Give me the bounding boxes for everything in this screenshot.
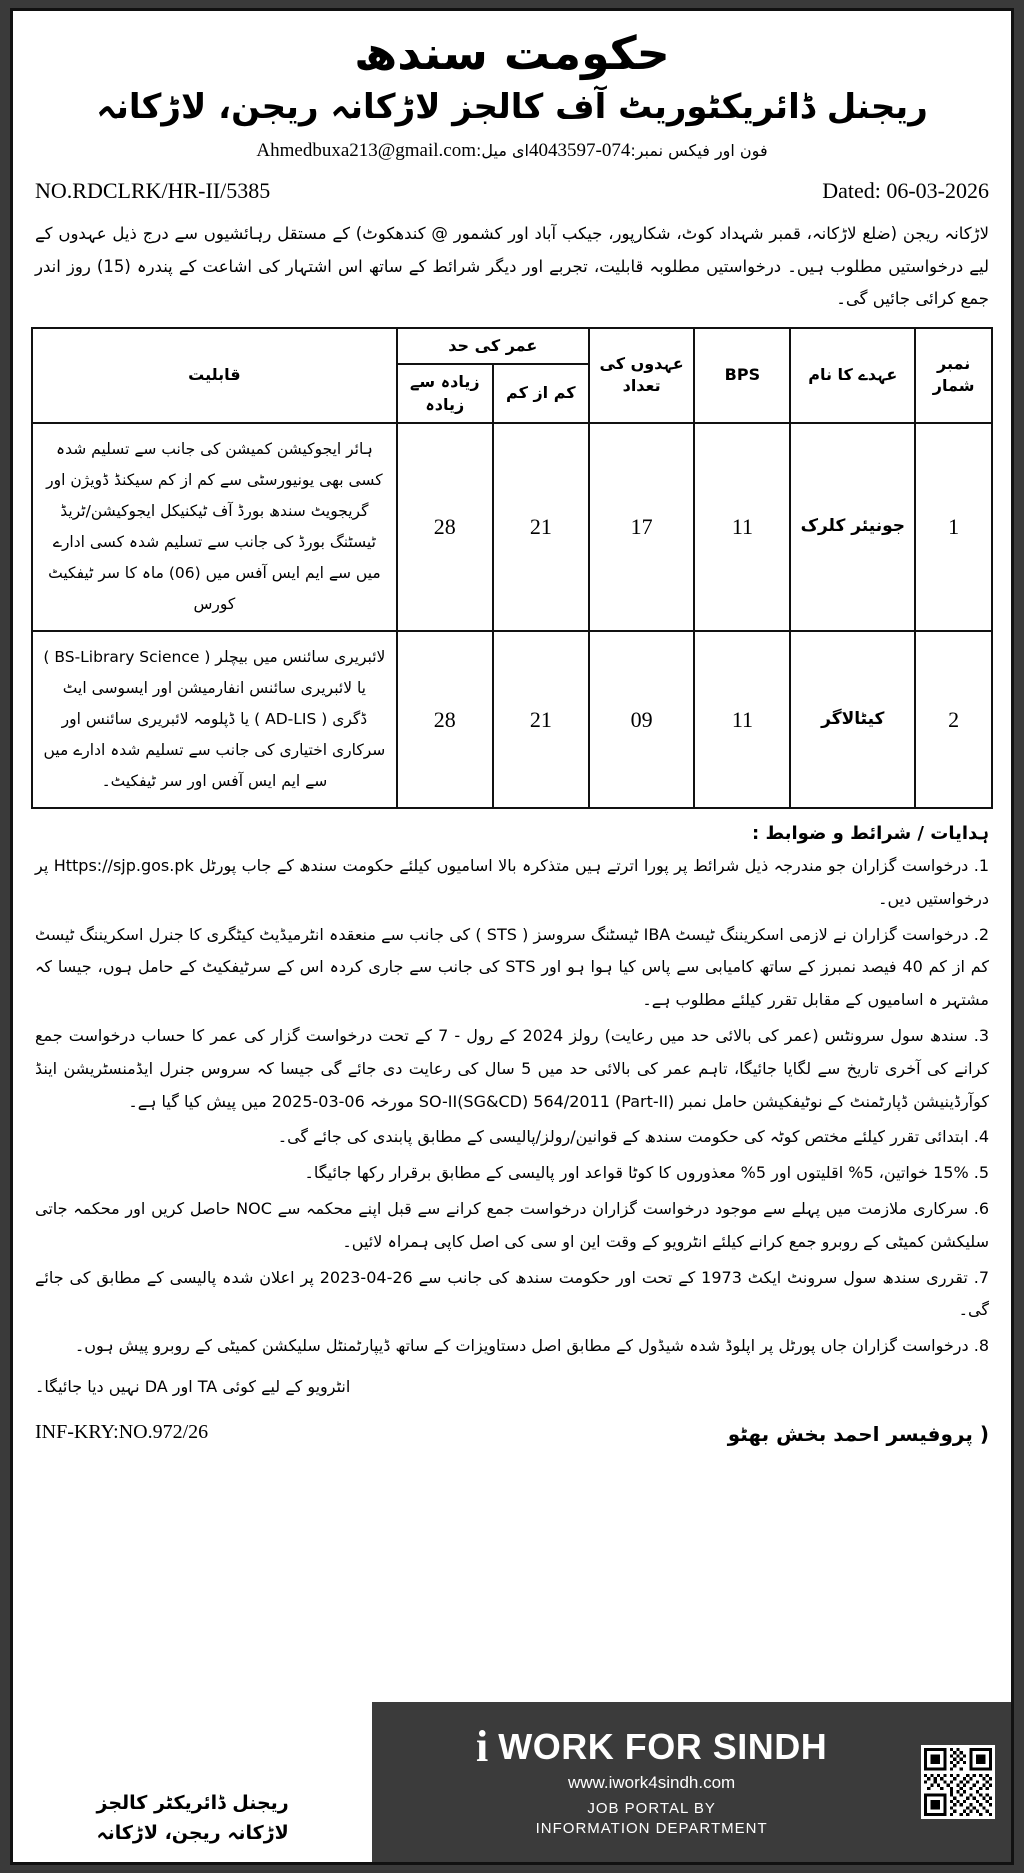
header-age-min: کم از کم — [493, 364, 589, 423]
qr-code-icon[interactable] — [921, 1745, 995, 1819]
footer-subtitle-line-2: INFORMATION DEPARTMENT — [535, 1820, 768, 1837]
conditions-list — [13, 846, 1011, 1372]
reference-number: NO.RDCLRK/HR-II/5385 — [35, 178, 271, 204]
iwork-brand-row — [476, 1721, 828, 1771]
table-row — [32, 423, 992, 631]
condition-item: 1. درخواست گزاران جو مندرجہ ذیل شرائط پر پورا اترتے ہیں متذکرہ بالا اسامیوں کیلئے حکومت سندھ کے جاب پورٹل Https://sjp.gos.pk پر درخواستیں دیں۔ — [35, 856, 989, 908]
email-address: Ahmedbuxa213@gmail.com — [256, 140, 477, 162]
masthead — [13, 11, 1011, 166]
header-posts-count: عہدوں کی تعداد — [589, 328, 695, 423]
condition-item: 2. درخواست گزاران نے لازمی اسکریننگ ٹیسٹ IBA ٹیسٹنگ سروسز ( STS ) کی جانب سے منعقدہ انٹرمیڈیٹ کیٹگری کا جنرل اسکریننگ ٹیسٹ کم از کم 40 فیصد نمبرز کے ساتھ کامیابی سے پاس کیا ہوا ہو اور STS کی جانب سے جاری کردہ اس کے سرٹیفکیٹ کے حامل ہوں، جیسا کہ مشتہر ہ اسامیوں کے مقابل تقرر کیلئے مطلوب ہے۔ — [35, 924, 990, 1010]
cell-post-name: کیٹالاگر — [790, 631, 915, 808]
signatory-name: ( پروفیسر احمد بخش بھٹو — [727, 1422, 989, 1447]
condition-item: 8. درخواست گزاران جاں پورٹل پر اپلوڈ شدہ شیڈول کے مطابق اصل دستاویزات کے ساتھ ڈیپارٹمنٹل سلیکشن کمیٹی کے روبرو پیش ہوں۔ — [74, 1336, 989, 1356]
cell-sr: 1 — [915, 423, 992, 631]
footer-banner — [13, 1702, 1011, 1862]
condition-item: 3. سندھ سول سرونٹس (عمر کی بالائی حد میں رعایت) رولز 2024 کے رول - 7 کے تحت درخواست گزار کی عمر کا حساب درخواست جمع کرانے کی آخری تاریخ سے لگایا جائیگا، تاہم عمر کی بالائی حد میں 5 سال کی رعایت دی جائے گی جیسا کہ سروس جنرل ایڈمنسٹریشن اینڈ کوآرڈینیشن ڈپارٹمنٹ کے نوٹیفکیشن حامل نمبر SO-II(SG&CD) 564/2011 (Part-II) مورخہ 06-03-2025 میں پیش کیا گیا ہے۔ — [35, 1026, 990, 1111]
header-qualification: قابلیت — [32, 328, 397, 423]
cell-qualification: ہائر ایجوکیشن کمیشن کی جانب سے تسلیم شدہ کسی بھی یونیورسٹی سے کم از کم سیکنڈ ڈویژن اور گریجویٹ سندھ بورڈ آف ٹیکنیکل ایجوکیشن/ٹریڈ ٹیسٹنگ بورڈ کی جانب سے تسلیم شدہ کسی ادارے میں سے ایم ایس آفس میں (06) ماہ کا سر ٹیفکیٹ کورس — [32, 423, 397, 631]
designation-line-1: ریجنل ڈائریکٹر کالجز — [96, 1792, 289, 1815]
cell-posts-count: 09 — [589, 631, 695, 808]
signature-bar — [13, 1402, 1011, 1456]
condition-item: 5. 15% خواتین، 5% اقلیتوں اور 5% معذوروں کا کوٹا قواعد اور پالیسی کے مطابق برقرار رکھا جائیگا۔ — [304, 1163, 989, 1183]
contact-line — [33, 140, 991, 162]
conditions-title: ہدایات / شرائط و ضوابط : — [752, 823, 989, 845]
header-bps: BPS — [694, 328, 790, 423]
reference-date: Dated: 06-03-2026 — [822, 178, 989, 204]
cell-age-min: 21 — [493, 423, 589, 631]
cell-post-name: جونیئر کلرک — [790, 423, 915, 631]
advertisement-sheet — [10, 8, 1014, 1865]
iwork-logo-icon: i — [476, 1721, 489, 1771]
phone-number: 074-4043597 — [528, 140, 631, 162]
department-title: ریجنل ڈائریکٹوریٹ آف کالجز لاڑکانہ ریجن، لاڑکانہ — [96, 86, 928, 127]
signature-block — [728, 1418, 989, 1450]
iwork-banner — [372, 1702, 1011, 1862]
conditions-note: انٹرویو کے لیے کوئی TA اور DA نہیں دیا جائیگا۔ — [35, 1377, 351, 1397]
header-age-max: زیادہ سے زیادہ — [397, 364, 493, 423]
footer-subtitle-line-1: JOB PORTAL BY — [587, 1799, 716, 1817]
jobs-table-body — [32, 423, 992, 808]
phone-label: فون اور فیکس نمبر: — [630, 141, 768, 161]
iwork-brand-text: WORK FOR SINDH — [498, 1725, 828, 1767]
cell-bps: 11 — [694, 423, 790, 631]
intro-paragraph: لاڑکانہ ریجن (ضلع لاڑکانہ، قمبر شہداد کوٹ، شکارپور، جیکب آباد اور کشمور @ کندھکوٹ) کے مستقل رہائشیوں سے درج ذیل عہدوں کے لیے درخواستیں مطلوب ہیں۔ درخواستیں مطلوبہ قابلیت، تجربے اور دیگر شرائط کے ساتھ اس اشتہار کی اشاعت کے پندرہ (15) روز اندر جمع کرائی جائیں گی۔ — [35, 224, 989, 308]
cell-sr: 2 — [915, 631, 992, 808]
condition-item: 7. تقرری سندھ سول سرونٹ ایکٹ 1973 کے تحت اور حکومت سندھ کی جانب سے 26-04-2023 پر اعلان شدہ پالیسی کے مطابق کی جائے گی۔ — [35, 1267, 989, 1320]
header-post-name: عہدے کا نام — [790, 328, 915, 423]
jobs-table-head — [32, 328, 992, 423]
table-row — [32, 631, 992, 808]
signature-designation — [96, 1789, 288, 1848]
inf-code: INF-KRY:NO.972/26 — [35, 1421, 209, 1444]
condition-item: 6. سرکاری ملازمت میں پہلے سے موجود درخواست گزاران درخواست جمع کرانے سے قبل اپنے محکمہ سے NOC حاصل کریں اور محکمہ جاتی سلیکشن کمیٹی کے روبرو جمع کرانے کیلئے انٹرویو کے وقت این او سی کی اصل کاپی ہمراہ لائیں۔ — [35, 1199, 989, 1251]
cell-posts-count: 17 — [589, 423, 695, 631]
cell-age-max: 28 — [397, 423, 493, 631]
cell-bps: 11 — [694, 631, 790, 808]
iwork-url[interactable]: www.iwork4sindh.com — [568, 1772, 736, 1792]
email-label: ای میل: — [476, 141, 529, 161]
condition-item: 4. ابتدائی تقرر کیلئے مختص کوٹہ کی حکومت سندھ کے قوانین/رولز/پالیسی کے مطابق پابندی کی جائے گی۔ — [277, 1127, 989, 1147]
government-title: حکومت سندھ — [354, 26, 670, 80]
footer-subtitle — [536, 1799, 768, 1840]
cell-age-min: 21 — [493, 631, 589, 808]
header-age-limit: عمر کی حد — [397, 328, 589, 364]
footer-signature-area — [13, 1702, 372, 1862]
cell-age-max: 28 — [397, 631, 493, 808]
jobs-table — [31, 327, 993, 809]
header-sr: نمبر شمار — [915, 328, 992, 423]
table-header-row-1 — [32, 328, 992, 364]
cell-qualification: لائبریری سائنس میں بیچلر ( BS-Library Science ) یا لائبریری سائنس انفارمیشن اور ایسوسی ایٹ ڈگری ( AD-LIS ) یا ڈپلومہ لائبریری سائنس اور سرکاری اختیاری کی جانب سے تسلیم شدہ ادارے میں سے ایم ایس آفس اور سر ٹیفکیٹ۔ — [32, 631, 397, 808]
designation-line-2: لاڑکانہ ریجن، لاڑکانہ — [96, 1821, 289, 1844]
reference-bar — [13, 166, 1011, 210]
jobs-table-wrapper — [13, 325, 1011, 809]
